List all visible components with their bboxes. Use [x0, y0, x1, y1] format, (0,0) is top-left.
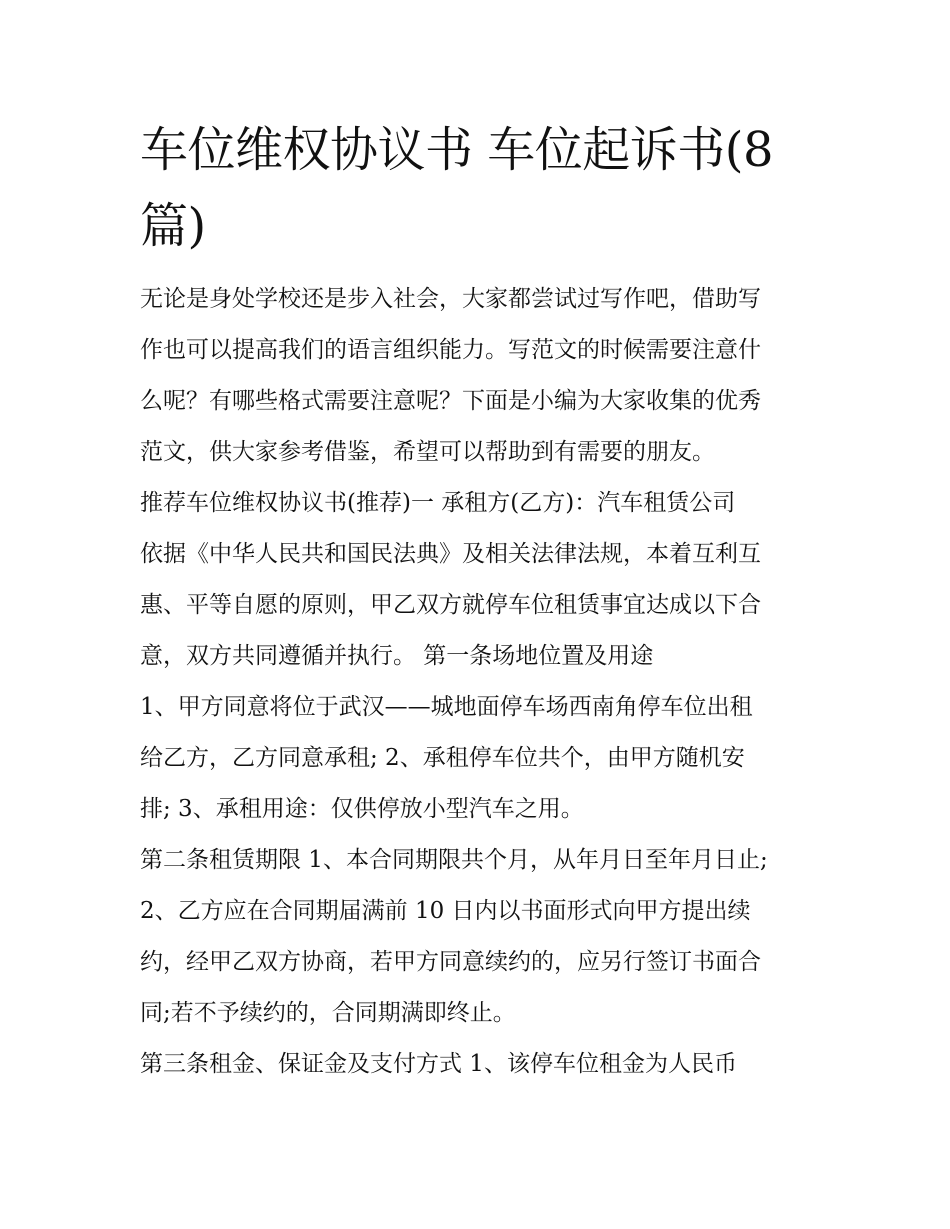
- text-line: 推荐车位维权协议书(推荐)一 承租方(乙方)：汽车租赁公司: [140, 490, 736, 516]
- text-line: 第二条租赁期限 1、本合同期限共个月，从年月日至年月日止;: [140, 847, 768, 873]
- text-line: 1、甲方同意将位于武汉——城地面停车场西南角停车位出租: [140, 694, 753, 720]
- text-line: 作也可以提高我们的语言组织能力。写范文的时候需要注意什: [140, 337, 761, 363]
- document-page: [140, 112, 810, 1090]
- text-line: 排; 3、承租用途：仅供停放小型汽车之用。: [140, 796, 584, 822]
- text-line: 意，双方共同遵循并执行。 第一条场地位置及用途: [140, 643, 654, 669]
- document-title: [140, 112, 810, 264]
- agreement-intro-paragraph: [140, 478, 810, 682]
- intro-paragraph: [140, 274, 810, 478]
- article-two-paragraph: [140, 835, 810, 1039]
- text-line: 惠、平等自愿的原则，甲乙双方就停车位租赁事宜达成以下合: [140, 592, 761, 618]
- text-line: 第三条租金、保证金及支付方式 1、该停车位租金为人民币: [140, 1051, 737, 1077]
- text-line: 依据《中华人民共和国民法典》及相关法律法规，本着互利互: [140, 541, 761, 567]
- article-three-paragraph: [140, 1039, 810, 1090]
- text-line: 同;若不予续约的，合同期满即终止。: [140, 1000, 516, 1026]
- title-line-1: 车位维权协议书 车位起诉书(8: [140, 122, 774, 178]
- text-line: 范文，供大家参考借鉴，希望可以帮助到有需要的朋友。: [140, 439, 715, 465]
- text-line: 无论是身处学校还是步入社会，大家都尝试过写作吧，借助写: [140, 286, 761, 312]
- text-line: 给乙方，乙方同意承租; 2、承租停车位共个，由甲方随机安: [140, 745, 745, 771]
- text-line: 约，经甲乙双方协商，若甲方同意续约的，应另行签订书面合: [140, 949, 761, 975]
- text-line: 2、乙方应在合同期届满前 10 日内以书面形式向甲方提出续: [140, 898, 751, 924]
- article-one-paragraph: [140, 682, 810, 835]
- title-line-2: 篇): [140, 198, 206, 254]
- text-line: 么呢？有哪些格式需要注意呢？下面是小编为大家收集的优秀: [140, 388, 761, 414]
